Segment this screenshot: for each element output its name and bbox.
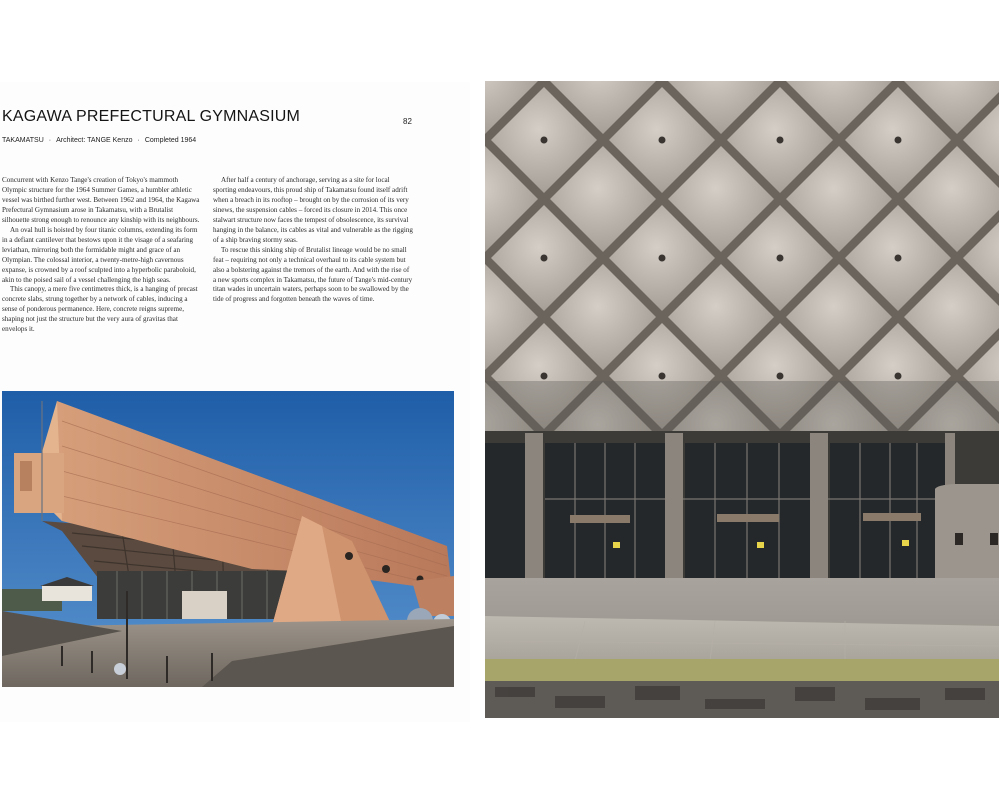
completed-label: Completed 1964	[144, 137, 197, 144]
text-column-1	[2, 176, 202, 335]
separator: ·	[137, 137, 140, 144]
article-metadata	[2, 137, 196, 144]
paragraph: After half a century of anchorage, serving as a site for local sporting endeavours, this proud ship of Takamatsu found itself adrift when a breach in its rooftop – brought on by the corrosion of its very sinews, the suspension cables – forced its closure in 2014. This once stalwart structure now faces the tempest of obsolescence, its survival hanging in the balance, its cables as vital and vulnerable as the rigging of a ship braving stormy seas.	[213, 176, 413, 244]
location-label: TAKAMATSU	[2, 137, 44, 144]
paragraph: To rescue this sinking ship of Brutalist lineage would be no small feat – requiring not only a technical overhaul to its cable system but also a bolstering against the tremors of the earth. And with the rise of a new sports complex in Takamatsu, the future of Tange's mid-century titan wades in uncertain waters, perhaps soon to be swallowed by the tide of progress and forgotten beneath the waves of time.	[213, 245, 413, 304]
paragraph: This canopy, a mere five centimetres thick, is a hanging of precast concrete slabs, strung together by a network of cables, inducing a sense of ponderous permanence. Here, concrete reigns supreme, shaping not just the structure but the very aura of gravitas that envelops it.	[2, 285, 198, 334]
paragraph: Concurrent with Kenzo Tange's creation of Tokyo's mammoth Olympic structure for the 1964 Summer Games, a humbler athletic vessel was birthed further west. Between 1962 and 1964, the Kagawa Prefectural Gymnasium arose in Takamatsu, with a Brutalist silhouette strong enough to renounce any kinship with its neighbours.	[2, 176, 200, 224]
exterior-photo-illustration	[2, 391, 454, 687]
page-title: KAGAWA PREFECTURAL GYMNASIUM	[2, 108, 301, 125]
separator: ·	[48, 137, 52, 144]
text-column-2	[213, 176, 413, 305]
interior-photo	[485, 81, 999, 718]
exterior-photo	[2, 391, 454, 687]
architect-label: Architect: TANGE Kenzo	[56, 137, 133, 144]
paragraph: An oval hull is hoisted by four titanic columns, extending its form in a defiant cantilever that bestows upon it the visage of a seafaring leviathan, mirroring both the formidable might and grace of an Olympian. The colossal interior, a twenty-metre-high cavernous expanse, is crowned by a roof sculpted into a hyperbolic paraboloid, akin to the poised sail of a vessel challenging the high seas.	[2, 225, 198, 284]
page-number: 82	[403, 117, 412, 126]
interior-photo-illustration	[485, 81, 999, 718]
